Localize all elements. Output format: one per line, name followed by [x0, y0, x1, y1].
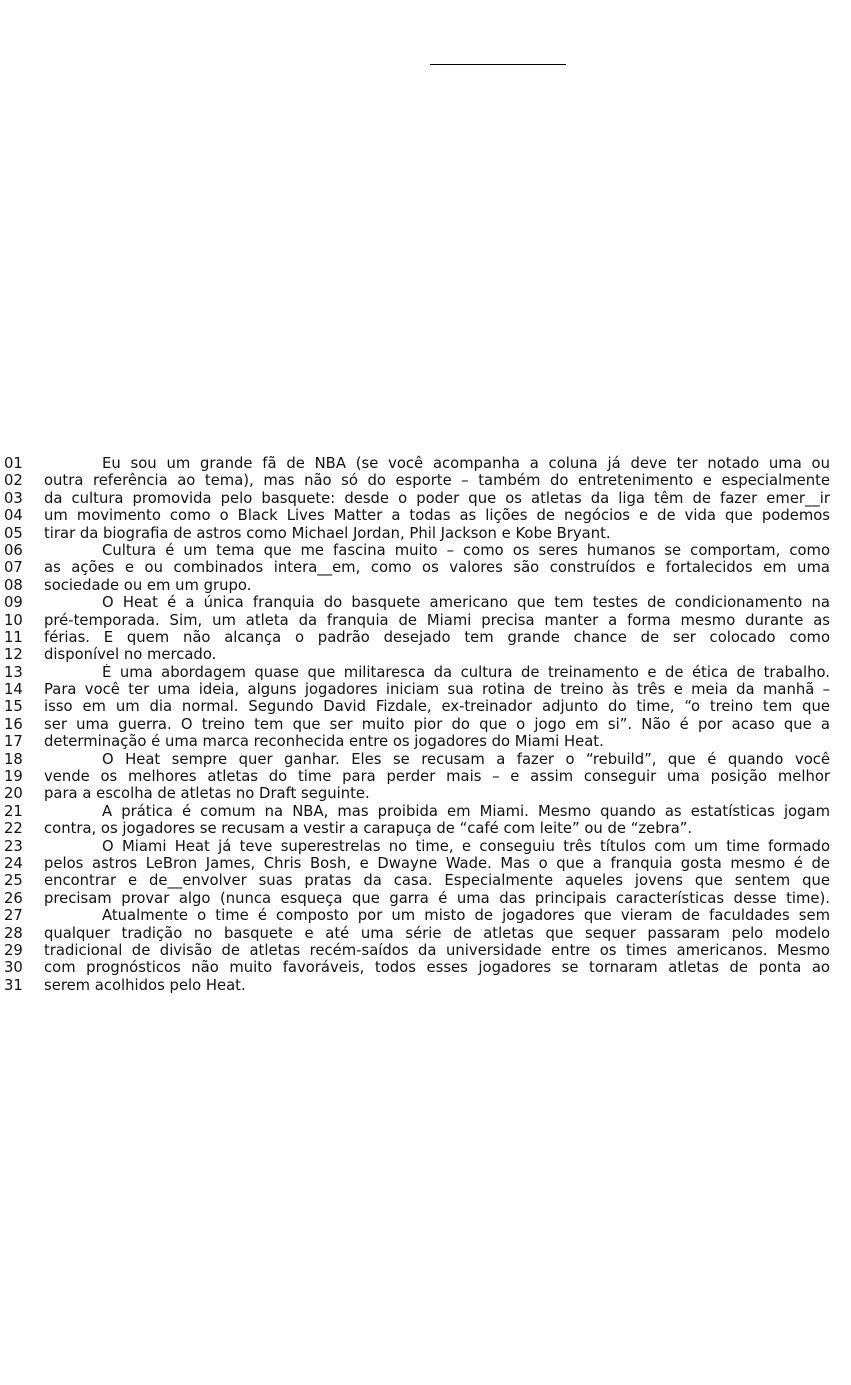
- line-text: serem acolhidos pelo Heat.: [44, 976, 246, 994]
- line-text: O Heat é a única franquia do basquete americano que tem testes de condicionamento na: [102, 594, 830, 612]
- text-line: [0, 612, 851, 629]
- text-line: [0, 890, 851, 907]
- line-number: 15: [4, 698, 23, 716]
- line-number: 31: [4, 976, 23, 994]
- line-number: 30: [4, 959, 23, 977]
- line-text: tradicional de divisão de atletas recém-saídos da universidade entre os times americanos. Mesmo: [44, 941, 830, 959]
- line-number: 25: [4, 872, 23, 890]
- line-number: 04: [4, 507, 23, 525]
- text-line: [0, 820, 851, 837]
- line-text: Cultura é um tema que me fascina muito – como os seres humanos se comportam, como: [102, 541, 830, 559]
- text-line: [0, 907, 851, 924]
- text-line: [0, 542, 851, 559]
- line-text: A prática é comum na NBA, mas proibida em Miami. Mesmo quando as estatísticas jogam: [102, 802, 830, 820]
- line-number: 13: [4, 663, 23, 681]
- line-number: 10: [4, 611, 23, 629]
- line-number: 01: [4, 455, 23, 472]
- line-text: determinação é uma marca reconhecida entre os jogadores do Miami Heat.: [44, 733, 604, 751]
- text-line: [0, 646, 851, 663]
- line-text: para a escolha de atletas no Draft seguinte.: [44, 785, 370, 803]
- text-line: [0, 959, 851, 976]
- line-number: 27: [4, 907, 23, 925]
- line-number: 05: [4, 524, 23, 542]
- text-line: [0, 472, 851, 489]
- line-number: 21: [4, 802, 23, 820]
- text-line: [0, 525, 851, 542]
- text-line: [0, 733, 851, 750]
- text-line: [0, 751, 851, 768]
- line-text: contra, os jogadores se recusam a vestir a carapuça de “café com leite” ou de “zebra”.: [44, 820, 693, 838]
- line-text: um movimento como o Black Lives Matter a todas as lições de negócios e de vida que podemos: [44, 507, 830, 525]
- text-line: [0, 455, 851, 472]
- line-text: pré-temporada. Sim, um atleta da franquia de Miami precisa manter a forma mesmo durante as: [44, 611, 830, 629]
- text-line: [0, 716, 851, 733]
- line-number: 14: [4, 681, 23, 699]
- line-text: vende os melhores atletas do time para perder mais – e assim conseguir uma posição melhor: [44, 768, 830, 786]
- line-text: as ações e ou combinados intera__em, como os valores são construídos e fortalecidos em uma: [44, 559, 830, 577]
- text-line: [0, 925, 851, 942]
- line-number: 28: [4, 924, 23, 942]
- line-number: 26: [4, 889, 23, 907]
- line-number: 23: [4, 837, 23, 855]
- line-text: sociedade ou em um grupo.: [44, 576, 252, 594]
- title-underline: [430, 64, 566, 65]
- line-text: pelos astros LeBron James, Chris Bosh, e Dwayne Wade. Mas o que a franquia gosta mesmo é de: [44, 854, 830, 872]
- line-number: 03: [4, 489, 23, 507]
- line-number: 09: [4, 594, 23, 612]
- text-line: [0, 629, 851, 646]
- line-number: 29: [4, 941, 23, 959]
- line-text: férias. E quem não alcança o padrão desejado tem grande chance de ser colocado como: [44, 628, 830, 646]
- text-line: [0, 803, 851, 820]
- text-line: [0, 698, 851, 715]
- line-number: 17: [4, 733, 23, 751]
- line-text: isso em um dia normal. Segundo David Fizdale, ex-treinador adjunto do time, “o treino tem que: [44, 698, 830, 716]
- line-text: com prognósticos não muito favoráveis, todos esses jogadores se tornaram atletas de ponta ao: [44, 959, 830, 977]
- line-text: Para você ter uma ideia, alguns jogadores iniciam sua rotina de treino às três e meia da manhã –: [44, 681, 830, 699]
- line-text: tirar da biografia de astros como Michael Jordan, Phil Jackson e Kobe Bryant.: [44, 524, 611, 542]
- line-number: 12: [4, 646, 23, 664]
- text-line: [0, 664, 851, 681]
- line-number: 24: [4, 854, 23, 872]
- line-text: Atualmente o time é composto por um misto de jogadores que vieram de faculdades sem: [102, 907, 830, 925]
- line-number: 06: [4, 541, 23, 559]
- text-line: [0, 855, 851, 872]
- line-text: ser uma guerra. O treino tem que ser muito pior do que o jogo em si”. Não é por acaso que a: [44, 715, 830, 733]
- line-number: 11: [4, 628, 23, 646]
- line-text: O Miami Heat já teve superestrelas no time, e conseguiu três títulos com um time formado: [102, 837, 830, 855]
- line-text: O Heat sempre quer ganhar. Eles se recusam a fazer o “rebuild”, que é quando você: [102, 750, 830, 768]
- line-number: 08: [4, 576, 23, 594]
- text-line: [0, 681, 851, 698]
- line-number: 07: [4, 559, 23, 577]
- text-line: [0, 977, 851, 994]
- line-text: outra referência ao tema), mas não só do esporte – também do entretenimento e especialmente: [44, 472, 830, 490]
- line-number: 19: [4, 768, 23, 786]
- line-text: É uma abordagem quase que militaresca da cultura de treinamento e de ética de trabalho.: [102, 663, 830, 681]
- line-number: 16: [4, 715, 23, 733]
- text-line: [0, 838, 851, 855]
- line-number: 22: [4, 820, 23, 838]
- line-text: da cultura promovida pelo basquete: desde o poder que os atletas da liga têm de fazer emer__ir: [44, 489, 830, 507]
- line-number: 20: [4, 785, 23, 803]
- text-line: [0, 559, 851, 576]
- line-text: Eu sou um grande fã de NBA (se você acompanha a coluna já deve ter notado uma ou: [102, 455, 830, 472]
- text-line: [0, 594, 851, 611]
- line-text: encontrar e de__envolver suas pratas da casa. Especialmente aqueles jovens que sentem que: [44, 872, 830, 890]
- text-line: [0, 872, 851, 889]
- line-text: precisam provar algo (nunca esqueça que garra é uma das principais características desse time).: [44, 889, 830, 907]
- line-text: disponível no mercado.: [44, 646, 217, 664]
- line-number: 02: [4, 472, 23, 490]
- numbered-text-block: [0, 455, 851, 994]
- text-line: [0, 785, 851, 802]
- text-line: [0, 942, 851, 959]
- text-line: [0, 768, 851, 785]
- text-line: [0, 577, 851, 594]
- text-line: [0, 507, 851, 524]
- line-text: qualquer tradição no basquete e até uma série de atletas que sequer passaram pelo modelo: [44, 924, 830, 942]
- line-number: 18: [4, 750, 23, 768]
- text-line: [0, 490, 851, 507]
